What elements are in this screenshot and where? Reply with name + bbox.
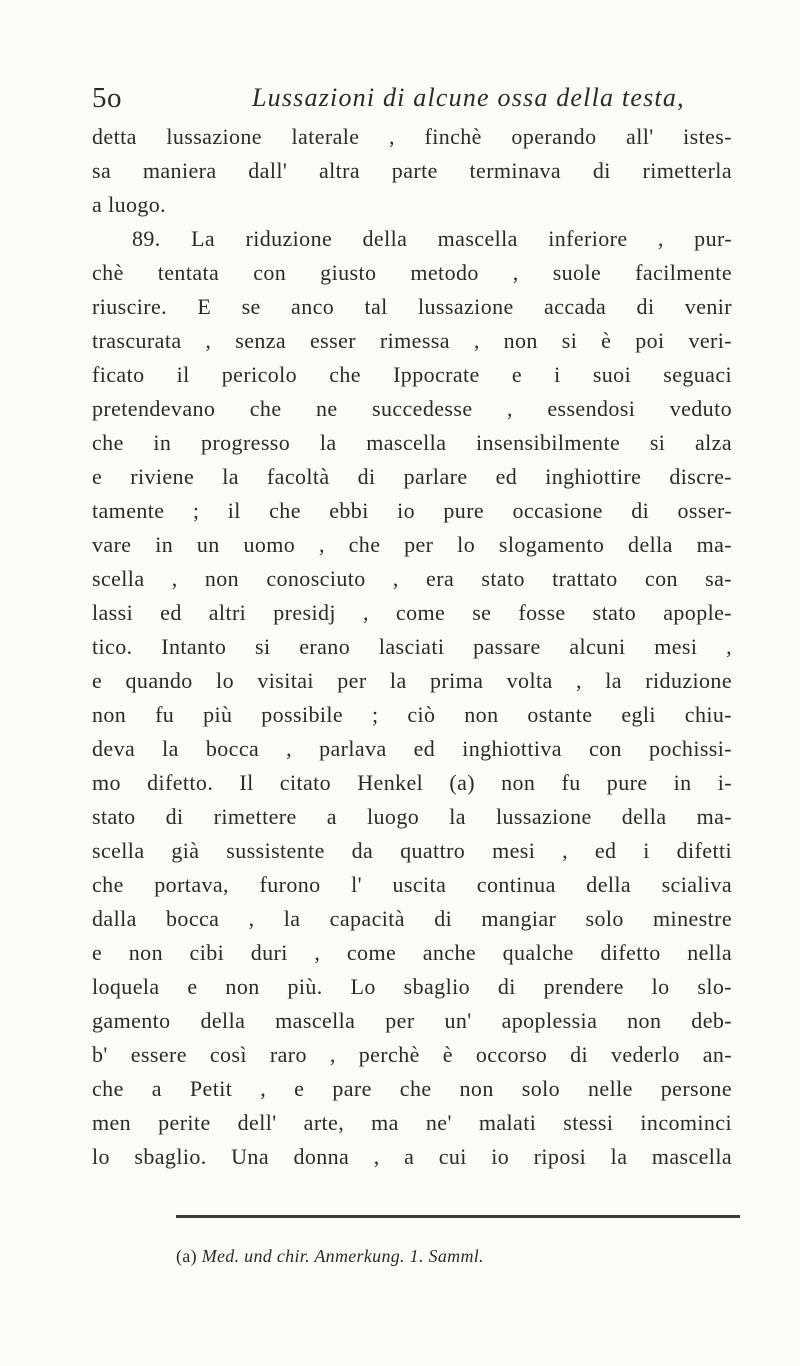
page-header: [92, 78, 712, 118]
footnote: [176, 1244, 484, 1268]
text-line: b' essere così raro , perchè è occorso di vederlo an-: [92, 1042, 732, 1067]
text-line: tico. Intanto si erano lasciati passare alcuni mesi ,: [92, 634, 732, 659]
body-text: [92, 120, 732, 1174]
text-line: men perite dell' arte, ma ne' malati stessi incominci: [92, 1110, 732, 1135]
text-line: e non cibi duri , come anche qualche difetto nella: [92, 940, 732, 965]
text-line: trascurata , senza esser rimessa , non si è poi veri-: [92, 328, 732, 353]
text-line: deva la bocca , parlava ed inghiottiva con pochissi-: [92, 736, 732, 761]
text-line: stato di rimettere a luogo la lussazione della ma-: [92, 804, 732, 829]
footnote-text: Med. und chir. Anmerkung. 1. Samml.: [201, 1246, 484, 1266]
text-line: loquela e non più. Lo sbaglio di prendere lo slo-: [92, 974, 732, 999]
text-line: detta lussazione laterale , finchè operando all' istes-: [92, 124, 732, 149]
text-line: non fu più possibile ; ciò non ostante egli chiu-: [92, 702, 732, 727]
text-line: vare in un uomo , che per lo slogamento della ma-: [92, 532, 732, 557]
text-line: pretendevano che ne succedesse , essendosi veduto: [92, 396, 732, 421]
text-line: chè tentata con giusto metodo , suole facilmente: [92, 260, 732, 285]
text-line: sa maniera dall' altra parte terminava di rimetterla: [92, 158, 732, 183]
text-line: scella già sussistente da quattro mesi , ed i difetti: [92, 838, 732, 863]
text-line: lo sbaglio. Una donna , a cui io riposi la mascella: [92, 1144, 732, 1169]
running-title: Lussazioni di alcune ossa della testa,: [252, 83, 685, 112]
text-line: riuscire. E se anco tal lussazione accada di venir: [92, 294, 732, 319]
footnote-divider: [176, 1215, 740, 1218]
footnote-marker: (a): [176, 1246, 197, 1266]
text-line: scella , non conosciuto , era stato trattato con sa-: [92, 566, 732, 591]
text-line: gamento della mascella per un' apoplessia non deb-: [92, 1008, 732, 1033]
text-line: che portava, furono l' uscita continua della scialiva: [92, 872, 732, 897]
text-line: tamente ; il che ebbi io pure occasione di osser-: [92, 498, 732, 523]
text-line: a luogo.: [92, 192, 167, 217]
text-line: che a Petit , e pare che non solo nelle persone: [92, 1076, 732, 1101]
text-line: e quando lo visitai per la prima volta , la riduzione: [92, 668, 732, 693]
text-line: che in progresso la mascella insensibilmente si alza: [92, 430, 732, 455]
page-number: 5o: [92, 82, 122, 114]
text-line: mo difetto. Il citato Henkel (a) non fu pure in i-: [92, 770, 732, 795]
text-line: ficato il pericolo che Ippocrate e i suoi seguaci: [92, 362, 732, 387]
text-line: 89. La riduzione della mascella inferiore , pur-: [132, 226, 732, 251]
text-line: e riviene la facoltà di parlare ed inghiottire discre-: [92, 464, 732, 489]
text-line: lassi ed altri presidj , come se fosse stato apople-: [92, 600, 732, 625]
text-line: dalla bocca , la capacità di mangiar solo minestre: [92, 906, 732, 931]
